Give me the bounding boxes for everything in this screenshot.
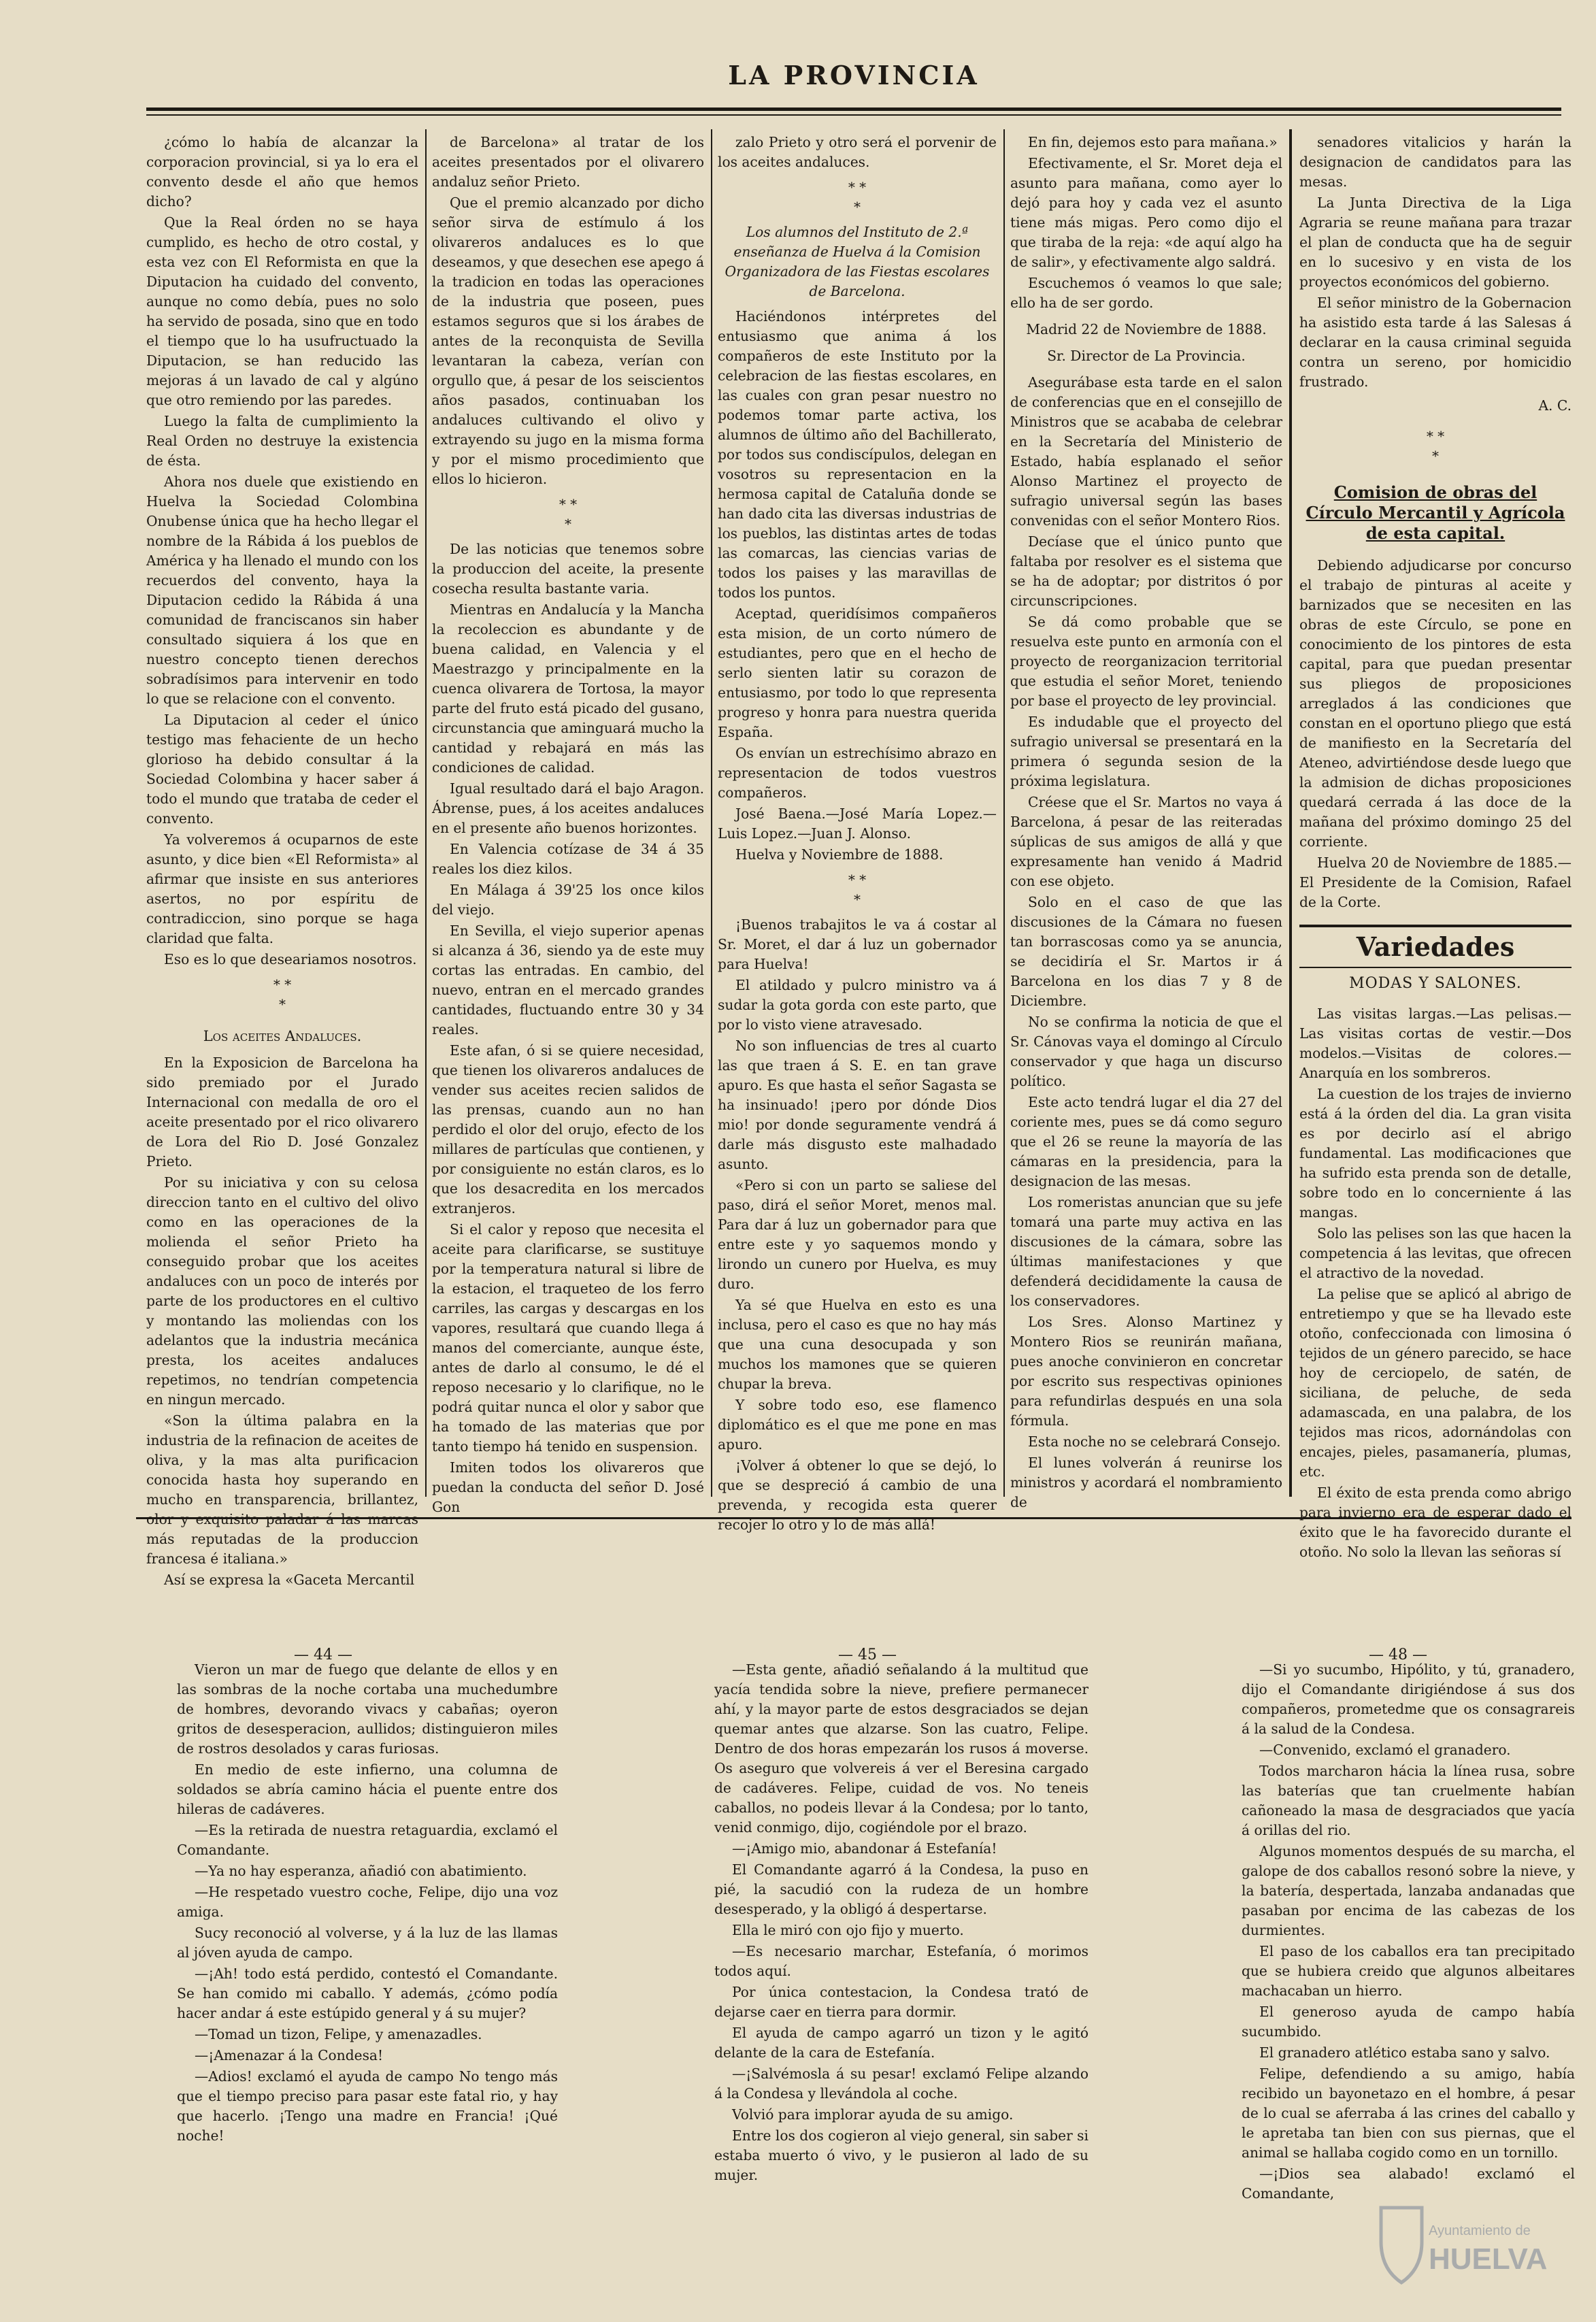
column-2 (432, 133, 704, 1515)
feuilleton-column-2 (714, 1660, 1088, 2272)
asterism: * * * (273, 976, 292, 1012)
paragraph: Créese que el Sr. Martos no vaya á Barcelona, á pesar de las reiteradas súplicas de sus amigos de allá y que expresamente han venido á Madrid con ese objeto. (1010, 794, 1282, 889)
variedades-heading: Variedades (1299, 925, 1572, 968)
paragraph: —¡Amigo mio, abandonar á Estefanía! (732, 1840, 997, 1857)
paragraph: Asegurábase esta tarde en el salon de conferencias que en el consejillo de Ministros que se acababa de celebrar en la Secretaría del Ministerio de Estado, había esplanado el señor Alonso Martinez el proyecto de sufragio universal según las bases convenidas con el señor Montero Rios. (1010, 374, 1282, 529)
paragraph: Los romeristas anuncian que su jefe tomará una parte muy activa en las discusiones de la cámara, sobre las últimas manifestaciones y que defenderá decididamente la causa de los conservadores. (1010, 1194, 1282, 1309)
paragraph: Ahora nos duele que existiendo en Huelva la Sociedad Colombina Onubense única que ha hecho llegar el nombre de la Rábida á los pueblos de América y ha llenado el mundo con los recuerdos del convento, haya la Diputacion cedido la Rábida á una comunidad de franciscanos sin haber consultado siquiera á los que en nuestro concepto tienen derechos sobradísimos para intervenir en todo lo que se relacione con el convento. (146, 474, 418, 707)
column-divider (425, 129, 427, 1497)
paragraph: En la Exposicion de Barcelona ha sido premiado por el Jurado Internacional con medalla de oro el aceite presentado por el rico olivarero de Lora del Rio D. José Gonzalez Prieto. (146, 1055, 418, 1170)
paragraph: —¡Dios sea alabado! exclamó el Comandante, (1242, 2166, 1575, 2202)
asterism: * * * (559, 496, 578, 532)
paragraph: Aceptad, queridísimos compañeros esta mision, de un corto número de estudiantes, pero que en el hecho de serlo sienten latir su corazon de entusiasmo, por todo lo que representa progreso y honra para nuestra querida España. (718, 606, 997, 740)
paragraph: Solo en el caso de que las discusiones de la Cámara no fuesen tan borrascosas como ya se anuncia, se decidiría el Sr. Martos ir á Barcelona en los dias 7 y 8 de Diciembre. (1010, 894, 1282, 1009)
paragraph: Vieron un mar de fuego que delante de ellos y en las sombras de la noche cortaba una muchedumbre de hombres, devorando vivacs y cabañas; oyeron gritos de desesperacion, aullidos; distinguieron miles de rostros desolados y caras furiosas. (177, 1661, 558, 1757)
paragraph: No son influencias de tres al cuarto las que traen á S. E. en tan grave apuro. Es que hasta el señor Sagasta se ha insinuado! ¡pero por dónde Dios mio! por donde seguramente vendrá á darle más disgusto este malhadado asunto. (718, 1038, 997, 1172)
paragraph: —Es necesario marchar, Estefanía, ó morimos todos aquí. (714, 1943, 1088, 1979)
paragraph: —Si yo sucumbo, Hipólito, y tú, granadero, dijo el Comandante dirigiéndose á sus dos compañeros, prometedme que os consagrareis á la salud de la Condesa. (1242, 1661, 1575, 1737)
paragraph: La pelise que se aplicó al abrigo de entretiempo y que se ha llevado este otoño, confeccionada con limosina ó tejidos de un género parecido, se hace hoy de cerciopelo, de satén, de siciliana, de peluche, de seda adamascada, en una palabra, de los tejidos mas ricos, adornándolas con encajes, pieles, pasamanería, plumas, etc. (1299, 1286, 1572, 1480)
paragraph: —Esta gente, añadió señalando á la multitud que yacía tendida sobre la nieve, prefiere permanecer ahí, y la mayor parte de estos desgraciados se dejan quemar antes que alzarse. Son las cuatro, Felipe. Dentro de dos horas empezarán los rusos á moverse. Os aseguro que volvereis á ver el Beresina cargado de cadáveres. Felipe, cuidad de vos. No teneis caballos, no podeis llevar á la Condesa; por lo tanto, venid conmigo, dijo, cogiéndole por el brazo. (714, 1661, 1088, 1836)
paragraph: El paso de los caballos era tan precipitado que se hubiera creido que algunos albeitares machacaban un hierro. (1242, 1943, 1575, 1999)
paragraph: —He respetado vuestro coche, Felipe, dijo una voz amiga. (177, 1884, 558, 1920)
paragraph: Eso es lo que deseariamos nosotros. (164, 951, 417, 967)
paragraph: Volvió para implorar ayuda de su amigo. (732, 2106, 1014, 2123)
masthead (146, 60, 1561, 125)
paragraph: Felipe, defendiendo a su amigo, había recibido un bayonetazo en el hombre, á pesar de lo cual se aferraba á las crines del caballo y le apretaba tan bien con sus piernas, que el animal se hallaba cogido como en un tornillo. (1242, 2066, 1575, 2161)
paragraph: Por única contestacion, la Condesa trató de dejarse caer en tierra para dormir. (714, 1984, 1088, 2020)
paragraph: En fin, dejemos esto para mañana.» (1028, 134, 1278, 150)
shield-icon (1354, 2194, 1558, 2296)
paragraph: El lunes volverán á reunirse los ministros y acordará el nombramiento de (1010, 1455, 1282, 1510)
paragraph: Algunos momentos después de su marcha, el galope de dos caballos resonó sobre la nieve, y la batería, despertada, lanzaba andanadas que pasaban por encima de las cabezas de los durmientes. (1242, 1843, 1575, 1938)
paragraph: Entre los dos cogieron al viejo general, sin saber si estaba muerto ó vivo, y le pusieron al lado de su mujer. (714, 2127, 1088, 2183)
paragraph: Igual resultado dará el bajo Aragon. Ábrense, pues, á los aceites andaluces en el presente año buenos horizontes. (432, 780, 704, 836)
paragraph: Os envían un estrechísimo abrazo en representacion de todos vuestros compañeros. (718, 745, 997, 801)
paragraph: Este acto tendrá lugar el dia 27 del coriente mes, pues se dá como seguro que el 26 se reune la mayoría de las cámaras en la presidencia, para la designacion de las mesas. (1010, 1094, 1282, 1189)
page-number: — 44 — (294, 1646, 352, 1663)
subheading: MODAS Y SALONES. (1349, 975, 1522, 992)
article-heading: Los aceites Andaluces. (203, 1028, 362, 1044)
paragraph: ¡Buenos trabajitos le va á costar al Sr. Moret, el dar á luz un gobernador para Huelva! (718, 916, 997, 972)
paragraph: —¡Ah! todo está perdido, contestó el Comandante. Se han comido mi caballo. Y además, ¿cómo podía hacer andar á este estúpido general y á su mujer? (177, 1966, 558, 2021)
paragraph: La Diputacion al ceder el único testigo mas fehaciente de un hecho glorioso ha debido consultar á la Sociedad Colombina y hacer saber á todo el mundo que trataba de ceder el convento. (146, 712, 418, 827)
paragraph: Luego la falta de cumplimiento la Real Orden no destruye la existencia de ésta. (146, 413, 418, 469)
paragraph: Haciéndonos intérpretes del entusiasmo que anima á los compañeros de este Instituto por la celebracion de las fiestas escolares, en las cuales con gran pesar nuestro no podemos tomar parte activa, los alumnos de último año del Bachillerato, por todos sus condiscípulos, delegan en vosotros su representacion en la hermosa capital de Cataluña donde se han dado cita las diversas industrias de los pueblos, las distintas artes de todas las comarcas, las ciencias varias de todos los paises y las maravillas de todos los puntos. (718, 308, 997, 601)
page-number: — 45 — (838, 1646, 897, 1663)
paragraph: Efectivamente, el Sr. Moret deja el asunto para mañana, como ayer lo dejó para hoy y cada vez el asunto tiene más migas. Pero como dijo el que tiraba de la reja: «de aquí algo ha de salir», y efectivamente algo saldrá. (1010, 155, 1282, 270)
page-number: — 48 — (1369, 1646, 1427, 1663)
feuilleton-divider (136, 1517, 1572, 1519)
column-5 (1299, 133, 1572, 1560)
letter-date: Madrid 22 de Noviembre de 1888. (1026, 321, 1267, 337)
paragraph: Debiendo adjudicarse por concurso el trabajo de pinturas al aceite y barnizados que se necesiten en las obras de este Círculo, se pone en conocimiento de los pintores de esta capital, para que puedan presentar sus pliegos de proposiciones arreglados á las condiciones que constan en el oportuno pliego que está de manifiesto en la Secretaría del Ateneo, advirtiéndose desde luego que la admision de dichas proposiciones quedará cerrada á las doce de la mañana del próximo domingo 25 del corriente. (1299, 557, 1572, 850)
masthead-rule-thin (146, 114, 1561, 116)
signature: A. C. (1538, 397, 1572, 414)
paragraph: Y sobre todo eso, ese flamenco diplomático es el que me pone en mas apuro. (718, 1397, 997, 1453)
paragraph: Todos marcharon hácia la línea rusa, sobre las baterías que tan cruelmente habían cañoneado la masa de desgraciados que yacía á orillas del rio. (1242, 1763, 1575, 1838)
paragraph: Sucy reconoció al volverse, y á la luz de las llamas al jóven ayuda de campo. (177, 1925, 558, 1961)
paragraph: Que el premio alcanzado por dicho señor sirva de estímulo á los olivareros andaluces es lo que deseamos, y que desechen ese apego á la tradicion en todas las operaciones de la industria que poseen, pues estamos seguros que si los árabes de antes de la reconquista de Sevilla levantaran la cabeza, verían con orgullo que, á pesar de los seiscientos años pasados, continuaban los andaluces cultivando el olivo y extrayendo su jugo en la misma forma y por el mismo procedimiento que ellos lo hicieron. (432, 195, 704, 487)
column-divider (711, 129, 712, 1497)
paragraph: El señor ministro de la Gobernacion ha asistido esta tarde á las Salesas á declarar en la causa criminal seguida contra un sereno, por homicidio frustrado. (1299, 295, 1572, 390)
paragraph: El atildado y pulcro ministro va á sudar la gota gorda con este parto, que por lo visto viene atravesado. (718, 977, 997, 1033)
paragraph: El generoso ayuda de campo había sucumbido. (1242, 2004, 1575, 2040)
paragraph: —¡Salvémosla á su pesar! exclamó Felipe alzando á la Condesa y llevándola al coche. (714, 2066, 1088, 2102)
paragraph: Huelva 20 de Noviembre de 1885.—El Presidente de la Comision, Rafael de la Corte. (1299, 855, 1572, 910)
paragraph: En Sevilla, el viejo superior apenas si alcanza á 36, siendo ya de este muy cortas las entradas. En cambio, del nuevo, entran en el mercado grandes cantidades, fluctuando entre 30 y 34 reales. (432, 923, 704, 1038)
newspaper-title: LA PROVINCIA (728, 60, 980, 90)
paragraph: Ya sé que Huelva en esto es una inclusa, pero el caso es que no hay más que una cuna desocupada y son muchos los mamones que se quieren chupar la breva. (718, 1297, 997, 1392)
paragraph: —¡Amenazar á la Condesa! (195, 2047, 384, 2063)
paragraph: Mientras en Andalucía y la Mancha la recoleccion es abundante y de buena calidad, en Valencia y el Maestrazgo y principalmente en la cuenca olivarera de Tortosa, la mayor parte del fruto está picado del gusano, circunstancia que aminguará mucho la cantidad y rebajará en más las condiciones de calidad. (432, 601, 704, 776)
logo-line-2: HUELVA (1429, 2242, 1548, 2276)
paragraph: —Tomad un tizon, Felipe, y amenazadles. (195, 2026, 482, 2042)
paragraph: —Convenido, exclamó el granadero. (1259, 1742, 1511, 1758)
paragraph: Decíase que el único punto que faltaba por resolver es el sistema que se ha de adoptar; por distritos ó por circunscripciones. (1010, 533, 1282, 609)
paragraph: —Ya no hay esperanza, añadió con abatimiento. (195, 1863, 527, 1879)
column-divider (1003, 129, 1005, 1497)
paragraph: Que la Real órden no se haya cumplido, es hecho de otro costal, y esta vez con El Reformista en que la Diputacion ha cuidado del convento, aunque no como debía, pues no solo ha servido de posada, sino que en todo el tiempo que lo ha usufructuado la Diputacion, se han reducido las mejoras á un lavado de cal y algúno que otro remiendo por las paredes. (146, 214, 418, 408)
logo-line-1: Ayuntamiento de (1429, 2223, 1531, 2238)
paragraph: «Son la última palabra en la industria de la refinacion de aceites de oliva, y la mas alta purificacion conocida hasta hoy superando en mucho en transparencia, brillantez, olor y exquisito paladar á las marcas más reputadas de la produccion francesa é italiana.» (146, 1412, 418, 1567)
archive-logo (1354, 2194, 1558, 2296)
paragraph: ¿cómo lo había de alcanzar la corporacion provincial, si ya lo era el convento desde el año que hemos dicho? (146, 134, 418, 210)
asterism: * * * (848, 872, 867, 908)
paragraph: El granadero atlético estaba sano y salvo. (1259, 2044, 1550, 2061)
asterism: * * * (848, 179, 867, 215)
paragraph: Se dá como probable que se resuelva este punto en armonía con el proyecto de reorganizacion territorial que estudia el señor Moret, teniendo por base el proyecto de ley provincial. (1010, 614, 1282, 709)
paragraph: De las noticias que tenemos sobre la produccion del aceite, la presente cosecha resulta bastante varia. (432, 541, 704, 597)
paragraph: En medio de este infierno, una columna de soldados se abría camino hácia el puente entre dos hileras de cadáveres. (177, 1761, 558, 1817)
paragraph: Imiten todos los olivareros que puedan la conducta del señor D. José Gon (432, 1459, 704, 1515)
column-4 (1010, 133, 1282, 1510)
section-heading: Comision de obras del Círculo Mercantil y Agrícola de esta capital. (1306, 482, 1565, 543)
paragraph: zalo Prieto y otro será el porvenir de los aceites andaluces. (718, 134, 997, 170)
paragraph: —Adios! exclamó el ayuda de campo No tengo más que el tiempo preciso para pasar este fatal rio, y hay que hacerlo. ¡Tengo una madre en Francia! ¡Qué noche! (177, 2068, 558, 2144)
feuilleton-column-3 (1242, 1660, 1575, 2272)
paragraph: El ayuda de campo agarró un tizon y le agitó delante de la cara de Estefanía. (714, 2025, 1088, 2061)
paragraph: No se confirma la noticia de que el Sr. Cánovas vaya el domingo al Círculo conservador y que haga un discurso político. (1010, 1014, 1282, 1089)
paragraph: La cuestion de los trajes de invierno está á la órden del dia. La gran visita es por decirlo así el abrigo fundamental. Las modificaciones que ha sufrido esta prenda son de detalle, sobre todo en lo concerniente á las mangas. (1299, 1086, 1572, 1221)
paragraph: Por su iniciativa y con su celosa direccion tanto en el cultivo del olivo como en las operaciones de la molienda el señor Prieto ha conseguido probar que los aceites andaluces con un poco de interés por parte de los productores en el cultivo y montando las moliendas con los adelantos que la industria mecánica presta, los aceites andaluces repetimos, no tendrían competencia en ningun mercado. (146, 1174, 418, 1408)
paragraph: En Valencia cotízase de 34 á 35 reales los diez kilos. (432, 841, 704, 877)
paragraph: En Málaga á 39'25 los once kilos del viejo. (432, 882, 704, 918)
paragraph: Así se expresa la «Gaceta Mercantil (164, 1572, 415, 1588)
paragraph: Si el calor y reposo que necesita el aceite para clarificarse, se sustituye por la temperatura natural si libre de la estacion, el traqueteo de los ferro carriles, las cargas y descargas en los vapores, resultará que cuando llega á manos del comerciante, aunque éste, antes de darlo al consumo, le dé el reposo necesario y lo clarifique, no le podrá quitar nunca el olor y sabor que ha tomado de las materias que por tanto tiempo há tenido en suspension. (432, 1221, 704, 1455)
paragraph: «Pero si con un parto se saliese del paso, dirá el señor Moret, menos mal. Para dar á luz un gobernador para que entre este y yo saquemos mondo y lirondo un cunero por Huelva, es muy duro. (718, 1177, 997, 1292)
column-3 (718, 133, 997, 1533)
paragraph: El éxito de esta prenda como abrigo para invierno era de esperar dado el éxito que le ha favorecido durante el otoño. No solo la llevan las señoras sí (1299, 1485, 1572, 1560)
paragraph: Ella le miró con ojo fijo y muerto. (732, 1922, 964, 1938)
paragraph: Ya volveremos á ocuparnos de este asunto, y dice bien «El Reformista» al afirmar que insiste en sus anteriores asertos, no por espíritu de contradiccion, sino porque se haga claridad que falta. (146, 831, 418, 946)
paragraph: Es indudable que el proyecto del sufragio universal se presentará en la primera ó segunda sesion de la próxima legislatura. (1010, 714, 1282, 789)
column-divider (1289, 129, 1292, 1497)
paragraph: Esta noche no se celebrará Consejo. (1028, 1433, 1281, 1450)
masthead-rule (146, 107, 1561, 111)
paragraph: senadores vitalicios y harán la designacion de candidatos para las mesas. (1299, 134, 1572, 190)
feuilleton-column-1 (177, 1660, 558, 2272)
paragraph: de Barcelona» al tratar de los aceites presentados por el olivarero andaluz señor Prieto. (432, 134, 704, 190)
column-1 (146, 133, 418, 1588)
paragraph: —Es la retirada de nuestra retaguardia, exclamó el Comandante. (177, 1822, 558, 1858)
paragraph: Los Sres. Alonso Martinez y Montero Rios se reunirán mañana, pues anoche convinieron en concretar por escrito sus respectivas opiniones para refundirlas después en una sola fórmula. (1010, 1314, 1282, 1429)
paragraph: Este afan, ó si se quiere necesidad, que tienen los olivareros andaluces de vender sus aceites recien salidos de las prensas, cuando aun no han perdido el olor del orujo, efecto de los millares de partículas que contienen, y por consiguiente no están claros, es lo que los desacredita en los mercados extranjeros. (432, 1042, 704, 1216)
paragraph: ¡Volver á obtener lo que se dejó, lo que se despreció á cambio de una prevenda, y recogida esta querer recojer lo otro y lo de más allá! (718, 1457, 997, 1533)
signatures: José Baena.—José María Lopez.—Luis Lopez.—Juan J. Alonso. (718, 806, 997, 842)
paragraph: El Comandante agarró á la Condesa, la puso en pié, la sacudió con la rudeza de un hombre desesperado, y la obligó á despertarse. (714, 1861, 1088, 1917)
letter-heading: Los alumnos del Instituto de 2.ª enseñanza de Huelva á la Comision Organizadora de las Fiestas escolares de Barcelona. (725, 224, 990, 299)
dateline: Huelva y Noviembre de 1888. (735, 846, 944, 863)
asterism: * * * (1426, 428, 1445, 464)
paragraph: Escuchemos ó veamos lo que sale; ello ha de ser gordo. (1010, 275, 1282, 311)
paragraph: Solo las pelises son las que hacen la competencia á las levitas, que ofrecen el atractivo de la novedad. (1299, 1225, 1572, 1281)
paragraph: La Junta Directiva de la Liga Agraria se reune mañana para trazar el plan de conducta que ha de seguir en lo sucesivo y en vista de los proyectos económicos del gobierno. (1299, 195, 1572, 290)
letter-salutation: Sr. Director de La Provincia. (1047, 348, 1246, 364)
paragraph: Las visitas largas.—Las pelisas.—Las visitas cortas de vestir.—Dos modelos.—Visitas de colores.—Anarquía en los sombreros. (1299, 1006, 1572, 1081)
